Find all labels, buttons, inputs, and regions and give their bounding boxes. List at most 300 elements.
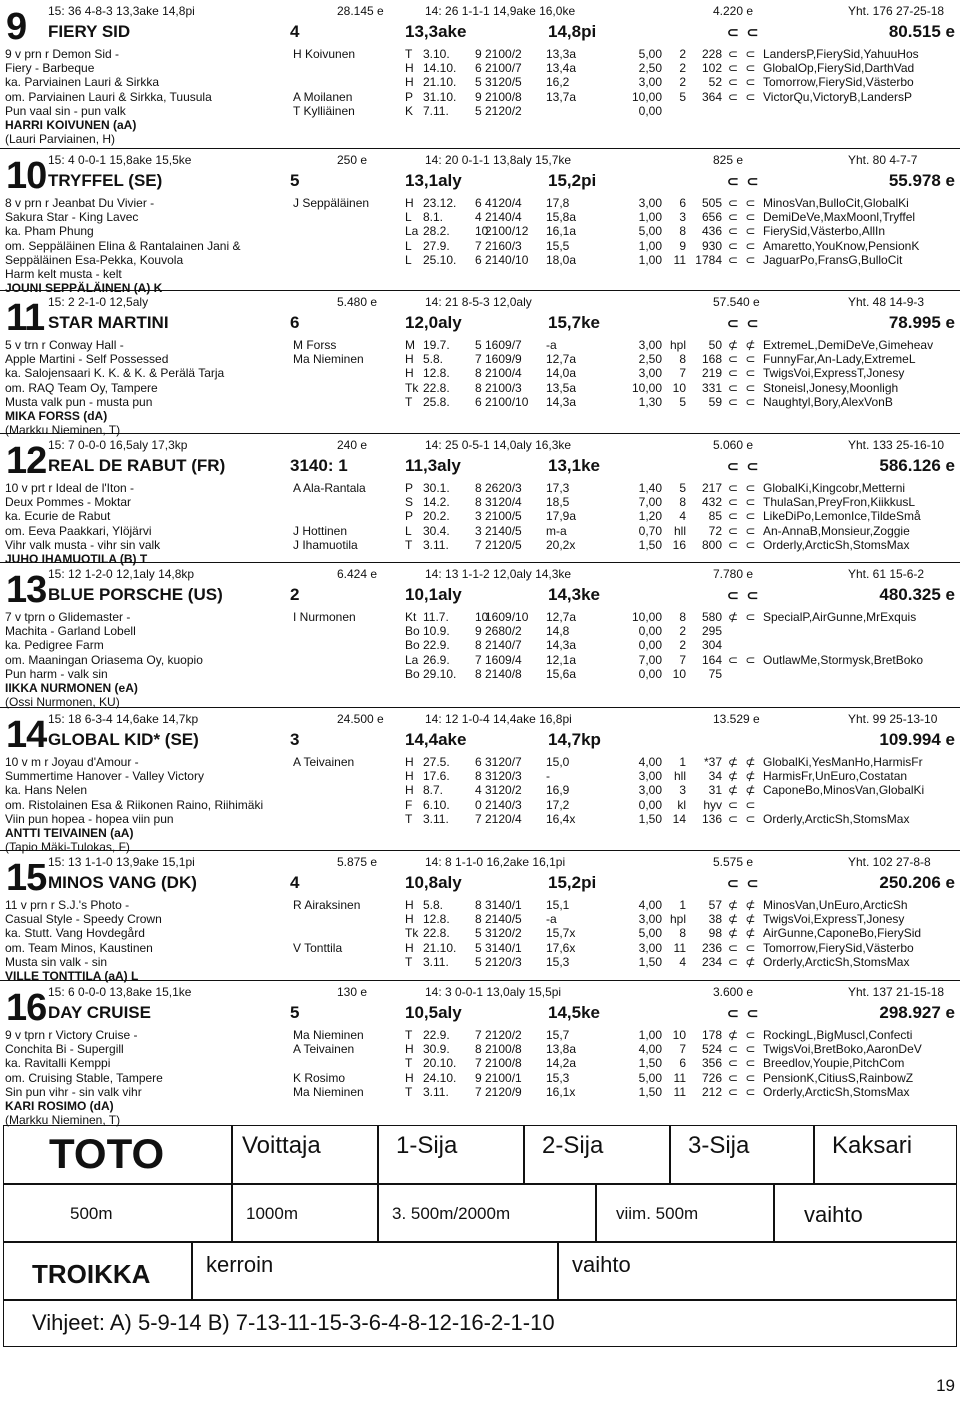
start-row (0, 783, 960, 797)
start-distance: 2100/7 (485, 61, 522, 76)
start-opponents: Orderly,ArcticSh,StomsMax (763, 537, 910, 552)
start-placing: 11 (673, 1070, 686, 1085)
horse-info-line: Apple Martini - Self Possessed (5, 352, 169, 367)
start-opponents: SpecialP,AirGunne,MrExquis (763, 610, 917, 624)
header-marks: ⊂ ⊂ (727, 458, 761, 474)
start-distance: 2120/4 (485, 811, 522, 826)
best-time-2: 15,2pi (548, 171, 597, 190)
start-odds: 3,00 (638, 75, 662, 90)
start-row (0, 253, 960, 267)
start-marks: ⊄ ⊄ (728, 898, 758, 912)
start-track-code: H (405, 196, 414, 210)
start-distance: 2120/2 (485, 103, 522, 118)
horse-info-line: 8 v prn r Jeanbat Du Vivier - (5, 196, 155, 210)
start-distance: 2140/8 (485, 666, 522, 681)
start-trainer: J Ihamuotila (293, 537, 358, 552)
start-odds: 1,50 (638, 1056, 662, 1071)
horse-header (0, 0, 960, 47)
start-trainer: Ma Nieminen (293, 352, 364, 367)
start-track-code: La (405, 224, 419, 239)
toto-500m-label: 500m (70, 1204, 113, 1223)
start-track-code: H (405, 75, 414, 90)
start-row (0, 381, 960, 395)
start-distance: 2120/5 (485, 537, 522, 552)
start-placing: 2 (679, 61, 686, 76)
start-date: 12.8. (423, 366, 450, 381)
toto-cell-1000m (231, 1183, 379, 1243)
start-time: 12,1a (546, 652, 577, 667)
track-number: 3 (290, 730, 300, 749)
start-marks: ⊂ ⊂ (728, 252, 758, 267)
start-distance: 3120/2 (485, 926, 522, 941)
start-distance: 3120/7 (485, 755, 522, 769)
horse-info-line: Vihr valk musta - vihr sin valk (5, 537, 161, 552)
start-date: 20.10. (423, 1056, 457, 1071)
total-record: Yht. 48 14-9-3 (848, 295, 925, 309)
best-time-2: 14,7kp (548, 730, 601, 749)
start-time: 16,1a (546, 224, 577, 239)
start-odds: 0,00 (638, 638, 662, 653)
toto-cell-500m (3, 1183, 233, 1243)
start-time: 13,7a (546, 89, 577, 104)
last-year-record: 14: 21 8-5-3 12,0aly (425, 295, 532, 309)
horse-info-line: om. RAQ Team Oy, Tampere (5, 380, 158, 395)
start-placing: 8 (679, 495, 686, 510)
total-earnings: 78.995 e (888, 313, 955, 332)
start-money: 217 (701, 481, 722, 495)
horse-info-line: Sakura Star - King Lavec (5, 210, 139, 225)
start-odds: 3,00 (638, 912, 662, 927)
horse-info-line: Pun harm - valk sin (5, 666, 108, 681)
start-track-code: L (405, 252, 412, 267)
total-earnings: 250.206 e (879, 873, 955, 892)
toto-1sija-label: 1-Sija (396, 1132, 458, 1159)
start-time: 14,3a (546, 394, 577, 409)
total-earnings: 586.126 e (879, 456, 955, 475)
start-distance: 3120/4 (485, 495, 522, 510)
start-placing: 11 (673, 1084, 686, 1099)
horse-info-line: Seppäläinen Esa-Pekka, Kouvola (5, 252, 184, 267)
start-race-no: 3 (475, 509, 482, 524)
start-money: 168 (701, 352, 722, 367)
start-time: 15,1 (546, 898, 570, 912)
start-date: 21.10. (423, 940, 457, 955)
start-time: 15,6a (546, 666, 577, 681)
start-marks: ⊄ ⊄ (728, 783, 758, 798)
start-money: 234 (701, 954, 722, 969)
start-race-no: 7 (475, 1028, 482, 1042)
earnings-year: 5.875 e (337, 855, 378, 869)
start-opponents: PensionK,CitiusS,RainbowZ (763, 1070, 914, 1085)
start-date: 8.7. (423, 783, 444, 798)
start-placing: hpl (669, 338, 686, 352)
toto-cell-kerroin (191, 1241, 559, 1301)
start-time: 15,0 (546, 755, 570, 769)
start-marks: ⊂ ⊂ (728, 394, 758, 409)
horse-info-line: ka. Salojensaari K. K. & K. & Perälä Tarja (5, 366, 225, 381)
start-race-no: 8 (475, 380, 482, 395)
record: 15: 7 0-0-0 16,5aly 17,3kp (48, 438, 188, 452)
start-row (0, 395, 960, 409)
start-opponents: AirGunne,CaponeBo,FierySid (763, 926, 922, 941)
start-marks: ⊂ ⊂ (728, 1070, 758, 1085)
track-number: 5 (290, 171, 300, 190)
start-odds: 5,00 (638, 1070, 662, 1085)
header-marks: ⊂ ⊂ (727, 875, 761, 891)
start-money: 219 (701, 366, 722, 381)
toto-cell-3sija (669, 1125, 815, 1185)
start-track-code: H (405, 1042, 414, 1057)
total-record: Yht. 102 27-8-8 (848, 855, 931, 869)
start-marks: ⊄ ⊄ (728, 755, 758, 769)
horse-info-line: om. Seppäläinen Elina & Rantalainen Jani & (5, 238, 241, 253)
start-row (0, 898, 960, 912)
start-opponents: LikeDiPo,LemonIce,TildeSmå (763, 509, 921, 524)
start-track-code: T (405, 537, 413, 552)
start-placing: 8 (679, 610, 686, 624)
total-record: Yht. 176 27-25-18 (848, 4, 945, 18)
horse-header (0, 562, 960, 610)
start-time: 17,2 (546, 797, 570, 812)
start-money: 228 (701, 47, 722, 61)
start-opponents: Tomorrow,FierySid,Västerbo (763, 940, 914, 955)
start-placing: 3 (679, 210, 686, 225)
horse-info-line: 7 v tprn o Glidemaster - (5, 610, 131, 624)
start-money: 236 (701, 940, 722, 955)
start-trainer: A Moilanen (293, 89, 353, 104)
start-marks: ⊂ ⊄ (728, 954, 758, 969)
best-time-1: 10,8aly (405, 873, 462, 892)
start-row (0, 667, 960, 681)
horse-number: 12 (6, 440, 47, 482)
start-money: 295 (701, 624, 722, 639)
start-opponents: VictorQu,VictoryB,LandersP (763, 89, 912, 104)
start-placing: 1 (679, 898, 686, 912)
start-date: 31.10. (423, 89, 457, 104)
start-marks: ⊂ ⊂ (728, 89, 758, 104)
start-money: 356 (701, 1056, 722, 1071)
start-placing: 7 (679, 1042, 686, 1057)
horse-info-line: ka. Ravitalli Kemppi (5, 1056, 111, 1071)
start-opponents: Tomorrow,FierySid,Västerbo (763, 75, 914, 90)
start-money: 38 (708, 912, 722, 927)
best-time-1: 10,1aly (405, 585, 462, 604)
start-money: 930 (701, 238, 722, 253)
best-time-2: 13,1ke (548, 456, 600, 475)
start-date: 11.7. (423, 610, 449, 624)
start-distance: 2100/10 (485, 394, 529, 409)
driver-name: ANTTI TEIVAINEN (aA) (5, 825, 134, 840)
start-row (0, 610, 960, 624)
record: 15: 6 0-0-0 13,8ake 15,1ke (48, 985, 192, 999)
start-distance: 2140/5 (485, 523, 522, 538)
start-money: 524 (701, 1042, 722, 1057)
start-date: 28.2. (423, 224, 450, 239)
start-distance: 2100/5 (485, 509, 522, 524)
start-opponents: MinosVan,BulloCit,GlobalKi (763, 196, 909, 210)
horse-entry (0, 433, 960, 566)
start-marks: ⊂ ⊂ (728, 47, 758, 61)
horse-name: GLOBAL KID* (SE) (48, 730, 199, 749)
horse-info-line: ka. Pedigree Farm (5, 638, 104, 653)
start-track-code: P (405, 481, 414, 495)
start-track-code: T (405, 1084, 413, 1099)
start-track-code: H (405, 783, 414, 798)
start-race-no: 4 (475, 783, 482, 798)
horse-name: FIERY SID (48, 22, 131, 41)
horse-info-line: om. Parviainen Lauri & Sirkka, Tuusula (5, 89, 212, 104)
horse-info-line: Deux Pommes - Moktar (5, 495, 132, 510)
start-race-no: 8 (475, 366, 482, 381)
horse-info-line: 10 v m r Joyau d'Amour - (5, 755, 139, 769)
start-odds: 1,50 (638, 811, 662, 826)
start-track-code: T (405, 47, 413, 61)
start-odds: 2,50 (638, 352, 662, 367)
earnings-last-year: 3.600 e (713, 985, 754, 999)
start-row (0, 1042, 960, 1056)
start-placing: 2 (679, 75, 686, 90)
start-distance: 3120/3 (485, 769, 522, 784)
start-race-no: 8 (475, 481, 482, 495)
start-odds: 1,00 (638, 210, 662, 225)
start-distance: 2100/8 (485, 1042, 522, 1057)
start-date: 25.10. (423, 252, 457, 267)
horse-info-line: 9 v prn r Demon Sid - (5, 47, 120, 61)
start-track-code: F (405, 797, 413, 812)
start-distance: 2100/8 (485, 89, 522, 104)
start-odds: 1,50 (638, 954, 662, 969)
start-marks: ⊄ ⊂ (728, 610, 758, 624)
start-opponents: Orderly,ArcticSh,StomsMax (763, 1084, 910, 1099)
start-odds: 1,40 (638, 481, 662, 495)
start-date: 29.10. (423, 666, 457, 681)
start-marks: ⊂ ⊂ (728, 797, 758, 812)
horse-entry (0, 562, 960, 710)
start-odds: 10,00 (631, 89, 662, 104)
start-opponents: CaponeBo,MinosVan,GlobalKi (763, 783, 925, 798)
start-row (0, 366, 960, 380)
start-track-code: Bo (405, 666, 420, 681)
start-race-no: 9 (475, 47, 482, 61)
horse-info-line: Musta valk pun - musta pun (5, 394, 153, 409)
toto-cell-500m-2000m (377, 1183, 597, 1243)
start-race-no: 9 (475, 89, 482, 104)
start-placing: 6 (679, 1056, 686, 1071)
total-record: Yht. 99 25-13-10 (848, 712, 938, 726)
start-row (0, 524, 960, 538)
record: 15: 36 4-8-3 13,3ake 14,8pi (48, 4, 195, 18)
start-distance: 2100/1 (485, 1070, 522, 1085)
start-marks: ⊂ ⊂ (728, 523, 758, 538)
start-marks: ⊂ ⊂ (728, 380, 758, 395)
start-date: 24.10. (423, 1070, 457, 1085)
start-row (0, 798, 960, 812)
start-race-no: 5 (475, 338, 482, 352)
toto-1000m-label: 1000m (246, 1204, 298, 1223)
header-marks: ⊂ ⊂ (727, 587, 761, 603)
start-row (0, 352, 960, 366)
horse-info-line: (Ossi Nurmonen, KU) (5, 695, 120, 710)
start-money: 505 (701, 196, 722, 210)
start-opponents: GlobalOp,FierySid,DarthVad (763, 61, 915, 76)
record: 15: 4 0-0-1 15,8ake 15,5ke (48, 153, 192, 167)
start-money: hyv (703, 797, 722, 812)
start-time: 16,2 (546, 75, 570, 90)
start-date: 3.11. (423, 954, 449, 969)
start-placing: 2 (679, 638, 686, 653)
start-placing: 11 (673, 252, 686, 267)
start-date: 26.9. (423, 652, 450, 667)
horse-info-line: Sin pun vihr - sin valk vihr (5, 1084, 142, 1099)
start-distance: 2120/3 (485, 954, 522, 969)
start-money: 436 (701, 224, 722, 239)
start-row (0, 495, 960, 509)
start-opponents: Breedlov,Youpie,PitchCom (763, 1056, 905, 1071)
best-time-2: 14,3ke (548, 585, 600, 604)
start-race-no: 9 (475, 624, 482, 639)
start-opponents: Naughtyl,Bory,AlexVonB (763, 394, 893, 409)
start-race-no: 6 (475, 61, 482, 76)
earnings-last-year: 825 e (713, 153, 744, 167)
driver-name: JOUNI SEPPÄLÄINEN (A) K (5, 281, 163, 296)
start-marks: ⊂ ⊂ (728, 495, 758, 510)
start-race-no: 0 (475, 797, 482, 812)
horse-info-line: ka. Pham Phung (5, 224, 94, 239)
start-placing: 5 (679, 481, 686, 495)
start-placing: 2 (679, 47, 686, 61)
start-distance: 1609/7 (485, 338, 522, 352)
start-distance: 2620/3 (485, 481, 522, 495)
start-row (0, 1085, 960, 1099)
horse-entry (0, 980, 960, 1128)
horse-info-line: Conchita Bi - Supergill (5, 1042, 124, 1057)
start-time: 13,3a (546, 47, 577, 61)
start-race-no: 7 (475, 238, 482, 253)
start-trainer: K Rosimo (293, 1070, 346, 1085)
start-track-code: Tk (405, 926, 419, 941)
start-marks: ⊂ ⊂ (728, 940, 758, 955)
start-placing: 5 (679, 89, 686, 104)
total-record: Yht. 61 15-6-2 (848, 567, 925, 581)
earnings-year: 5.480 e (337, 295, 378, 309)
start-date: 20.2. (423, 509, 450, 524)
horse-info-line: om. Team Minos, Kaustinen (5, 940, 153, 955)
start-trainer: T Kylliäinen (293, 103, 355, 118)
start-marks: ⊂ ⊂ (728, 196, 758, 210)
start-placing: 10 (672, 380, 686, 395)
start-odds: 5,00 (638, 224, 662, 239)
toto-vaihto-label: vaihto (804, 1202, 863, 1227)
horse-info-line: om. Ristolainen Esa & Riikonen Raino, Riihimäki (5, 797, 264, 812)
start-odds: 3,00 (638, 366, 662, 381)
start-opponents: JaguarPo,FransG,BulloCit (763, 252, 903, 267)
start-odds: 3,00 (638, 196, 662, 210)
start-race-no: 8 (475, 769, 482, 784)
horse-info-line: Machita - Garland Lobell (5, 624, 136, 639)
start-money: 59 (708, 394, 722, 409)
horse-info-line: 11 v prn r S.J.'s Photo - (5, 898, 130, 912)
start-race-no: 6 (475, 196, 482, 210)
start-track-code: H (405, 352, 414, 367)
start-distance: 2140/3 (485, 797, 522, 812)
start-distance: 2140/4 (485, 210, 522, 225)
start-distance: 1609/10 (485, 610, 529, 624)
total-earnings: 55.978 e (888, 171, 955, 190)
start-row (0, 624, 960, 638)
horse-info-line: (Markku Nieminen, T) (5, 423, 121, 438)
earnings-last-year: 5.575 e (713, 855, 754, 869)
start-odds: 3,00 (638, 783, 662, 798)
start-time: 18,0a (546, 252, 577, 267)
horse-entry (0, 148, 960, 296)
horse-name: STAR MARTINI (48, 313, 169, 332)
best-time-1: 11,3aly (405, 456, 461, 475)
start-distance: 1609/9 (485, 352, 522, 367)
start-odds: 1,00 (638, 238, 662, 253)
start-opponents: MinosVan,UnEuro,ArcticSh (763, 898, 908, 912)
horse-info-line: om. Maaningan Oriasema Oy, kuopio (5, 652, 203, 667)
start-race-no: 5 (475, 940, 482, 955)
start-date: 14.2. (423, 495, 450, 510)
last-year-record: 14: 20 0-1-1 13,8aly 15,7ke (425, 153, 572, 167)
start-trainer: J Hottinen (293, 523, 348, 538)
start-row (0, 653, 960, 667)
start-time: -a (546, 912, 557, 927)
horse-number: 10 (6, 155, 47, 197)
start-distance: 2120/2 (485, 1028, 522, 1042)
start-money: 212 (701, 1084, 722, 1099)
total-earnings: 480.325 e (879, 585, 955, 604)
start-row (0, 196, 960, 210)
start-date: 7.11. (423, 103, 449, 118)
start-row (0, 1056, 960, 1070)
total-record: Yht. 137 21-15-18 (848, 985, 945, 999)
toto-voittaja-label: Voittaja (242, 1132, 321, 1159)
start-distance: 2140/5 (485, 912, 522, 927)
start-race-no: 7 (475, 1056, 482, 1071)
start-time: 12,7a (546, 352, 577, 367)
start-distance: 3120/2 (485, 783, 522, 798)
start-time: 15,3 (546, 954, 570, 969)
earnings-year: 130 e (337, 985, 368, 999)
earnings-last-year: 4.220 e (713, 4, 754, 18)
start-distance: 2120/9 (485, 1084, 522, 1099)
toto-kerroin-label: kerroin (206, 1252, 274, 1277)
start-money: 57 (708, 898, 722, 912)
start-race-no: 10 (475, 610, 489, 624)
start-race-no: 6 (475, 252, 482, 267)
start-opponents: GlobalKi,Kingcobr,Metterni (763, 481, 906, 495)
start-track-code: H (405, 940, 414, 955)
start-row (0, 941, 960, 955)
horse-entry (0, 850, 960, 983)
start-distance: 2680/2 (485, 624, 522, 639)
start-date: 22.8. (423, 380, 450, 395)
page-number: 19 (936, 1376, 955, 1395)
start-track-code: H (405, 1070, 414, 1085)
horse-name: TRYFFEL (SE) (48, 171, 163, 190)
driver-name: IIKKA NURMONEN (eA) (5, 680, 138, 695)
start-track-code: T (405, 954, 413, 969)
start-track-code: P (405, 509, 414, 524)
start-trainer: Ma Nieminen (293, 1084, 364, 1099)
start-time: 20,2x (546, 537, 576, 552)
start-row (0, 481, 960, 495)
start-track-code: K (405, 103, 414, 118)
start-opponents: FunnyFar,An-Lady,ExtremeL (763, 352, 916, 367)
horse-number: 16 (6, 987, 47, 1029)
toto-kaksari-label: Kaksari (832, 1132, 913, 1159)
